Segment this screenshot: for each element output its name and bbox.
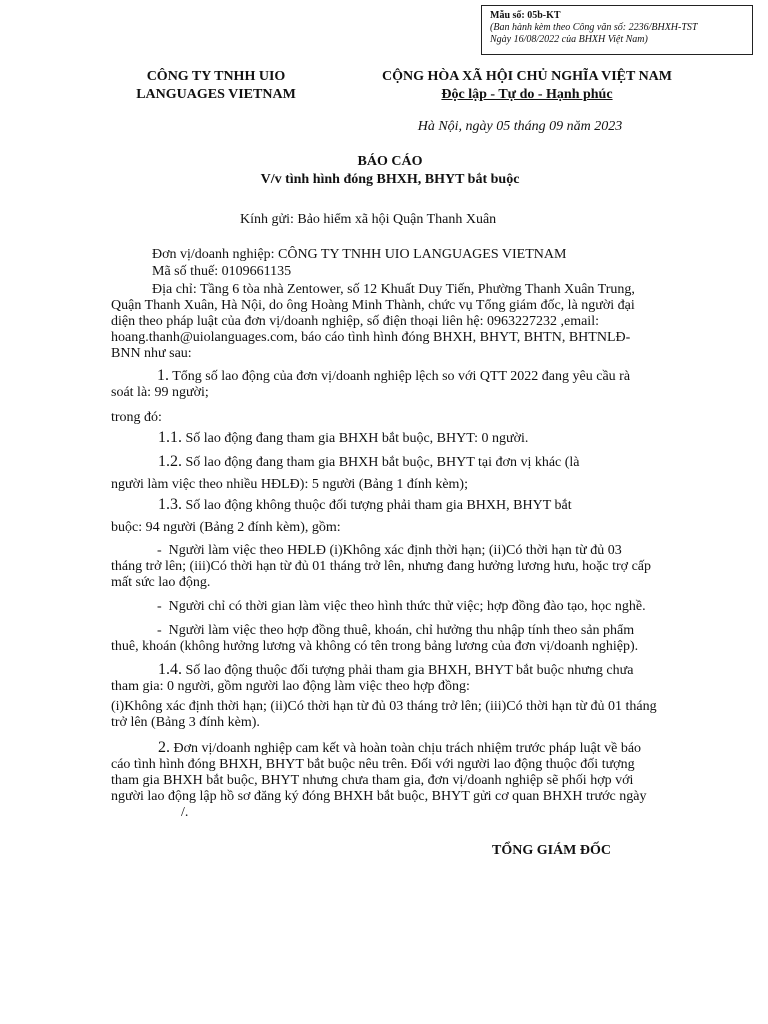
item-2-line: người lao động lập hồ sơ đăng ký đóng BHXH bắt buộc, BHYT gửi cơ quan BHXH trước ngày (111, 789, 647, 804)
bullet-line: Người làm việc theo hợp đồng thuê, khoán, chỉ hưởng thu nhập tính theo sản phẩm (168, 623, 635, 638)
company-name-line1: CÔNG TY TNHH UIO (146, 69, 286, 84)
item-2-line: /. (181, 805, 189, 820)
bullet-item (111, 623, 712, 655)
item-1-4-number: 1.4. (158, 661, 182, 678)
bullet-dash: - (157, 623, 162, 638)
item-2-number: 2. (158, 739, 170, 756)
title-main: BÁO CÁO (357, 154, 423, 169)
item-2-line: Đơn vị/doanh nghiệp cam kết và hoàn toàn chịu trách nhiệm trước pháp luật về báo (173, 741, 642, 756)
item-1-1-number: 1.1. (158, 429, 182, 446)
item-1-2-line1: Số lao động đang tham gia BHXH bắt buộc, BHYT tại đơn vị khác (là (185, 455, 580, 470)
greeting: Kính gửi: Bảo hiểm xã hội Quận Thanh Xuân (240, 212, 497, 227)
form-note-line2: Ngày 16/08/2022 của BHXH Việt Nam) (490, 34, 648, 45)
item-1-line1: Tổng số lao động của đơn vị/doanh nghiệp lệch so với QTT 2022 đang yêu cầu rà (172, 369, 631, 384)
bullet-item (111, 543, 712, 591)
tax-code-line: Mã số thuế: 0109661135 (152, 264, 292, 279)
item-1-2-line2: người làm việc theo nhiều HĐLĐ): 5 người (Bảng 1 đính kèm); (111, 477, 468, 492)
national-header (357, 68, 697, 104)
item-1-2-number: 1.2. (158, 453, 182, 470)
address-line: Địa chỉ: Tầng 6 tòa nhà Zentower, số 12 Khuất Duy Tiến, Phường Thanh Xuân Trung, (152, 282, 635, 297)
item-1-4 (111, 662, 712, 731)
item-1-3 (111, 497, 712, 536)
bullet-dash: - (157, 543, 162, 558)
item-1-3-line2: buộc: 94 người (Bảng 2 đính kèm), gồm: (111, 520, 341, 535)
item-1-1-text: Số lao động đang tham gia BHXH bắt buộc, BHYT: 0 người. (185, 431, 529, 446)
item-2 (111, 740, 712, 821)
trong-do: trong đó: (111, 410, 162, 425)
item-1-line2: soát là: 99 người; (111, 385, 209, 400)
address-line: BNN như sau: (111, 346, 192, 361)
item-1-4-line3: (i)Không xác định thời hạn; (ii)Có thời hạn từ đủ 03 tháng trở lên; (iii)Có thời hạn từ đủ 01 tháng (111, 699, 657, 714)
unit-line: Đơn vị/doanh nghiệp: CÔNG TY TNHH UIO LANGUAGES VIETNAM (152, 247, 567, 262)
form-note-line1: (Ban hành kèm theo Công văn số: 2236/BHXH-TST (490, 22, 698, 33)
bullet-line: mất sức lao động. (111, 575, 211, 590)
item-1-number: 1. (157, 367, 169, 384)
report-title (200, 153, 580, 189)
item-2-line: tham gia BHXH bắt buộc, BHYT nhưng chưa tham gia, đơn vị/doanh nghiệp sẽ phối hợp với (111, 773, 634, 788)
form-code: Mẫu số: 05b-KT (490, 10, 561, 21)
item-1-4-line2: tham gia: 0 người, gồm người lao động làm việc theo hợp đồng: (111, 679, 470, 694)
title-subject: V/v tình hình đóng BHXH, BHYT bắt buộc (260, 172, 520, 187)
address-paragraph (111, 282, 712, 362)
address-line: hoang.thanh@uiolanguages.com, báo cáo tình hình đóng BHXH, BHYT, BHTN, BHTNLĐ- (111, 330, 631, 345)
item-1-3-number: 1.3. (158, 496, 182, 513)
item-1-4-line4: trở lên (Bảng 3 đính kèm). (111, 715, 260, 730)
item-1-1 (158, 430, 528, 447)
bullet-line: Người làm việc theo HĐLĐ (i)Không xác định thời hạn; (ii)Có thời hạn từ đủ 03 (168, 543, 622, 558)
bullet-line: thuê, khoán (không hưởng lương và không có tên trong bảng lương của đơn vị/doanh nghiệp). (111, 639, 639, 654)
item-1 (111, 368, 712, 401)
address-line: diện theo pháp luật của đơn vị/doanh nghiệp, số điện thoại liên hệ: 0963227232 ,email: (111, 314, 599, 329)
bullet-item (157, 599, 646, 615)
bullet-dash: - (157, 599, 162, 614)
bullet-line: Người chỉ có thời gian làm việc theo hình thức thử việc; hợp đồng đào tạo, học nghề. (168, 599, 646, 614)
dateline: Hà Nội, ngày 05 tháng 09 năm 2023 (417, 119, 623, 134)
item-1-3-line1: Số lao động không thuộc đối tượng phải tham gia BHXH, BHYT bắt (185, 498, 572, 513)
nation-name: CỘNG HÒA XÃ HỘI CHỦ NGHĨA VIỆT NAM (381, 69, 672, 84)
form-code-box (481, 5, 753, 55)
item-2-line: cáo tình hình đóng BHXH, BHYT bắt buộc nêu trên. Đối với người lao động thuộc đối tượng (111, 757, 635, 772)
address-line: Quận Thanh Xuân, Hà Nội, do ông Hoàng Minh Thành, chức vụ Tổng giám đốc, là người đại (111, 298, 635, 313)
bullet-line: tháng trở lên; (iii)Có thời hạn từ đủ 01 tháng trở lên, nhưng đang hưởng lương hưu, hoặc trợ cấp (111, 559, 651, 574)
item-1-4-line1: Số lao động thuộc đối tượng phải tham gia BHXH, BHYT bắt buộc nhưng chưa (185, 663, 634, 678)
signature-title: TỔNG GIÁM ĐỐC (492, 843, 611, 858)
company-name-line2: LANGUAGES VIETNAM (136, 87, 296, 102)
nation-motto: Độc lập - Tự do - Hạnh phúc (441, 87, 613, 102)
item-1-2 (111, 454, 712, 493)
company-header (116, 68, 316, 104)
